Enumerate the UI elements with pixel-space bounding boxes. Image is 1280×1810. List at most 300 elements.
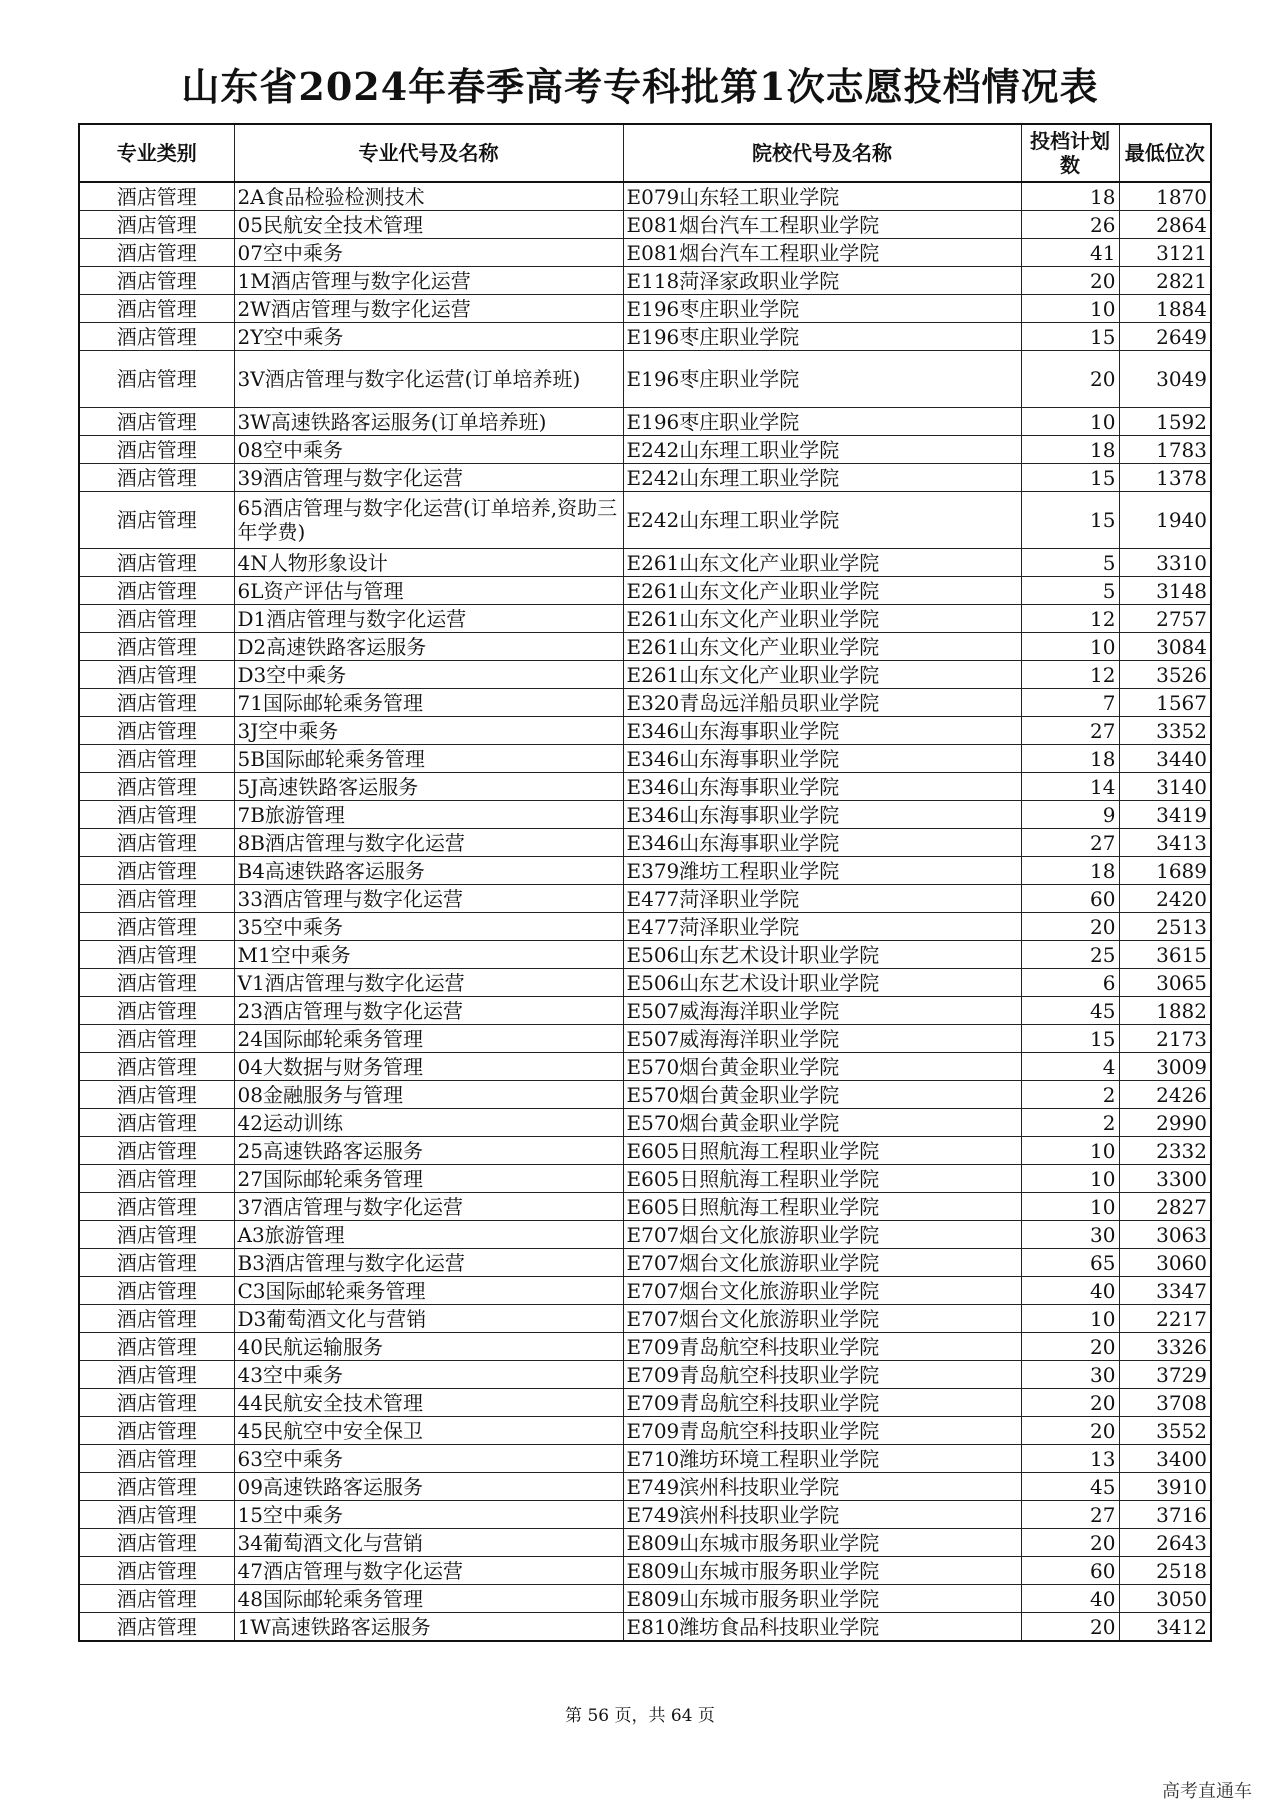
cell-rank: 2426	[1119, 1081, 1211, 1109]
table-row	[79, 1193, 1211, 1221]
cell-major: D1酒店管理与数字化运营	[234, 605, 623, 633]
cell-category: 酒店管理	[79, 1193, 234, 1221]
admission-table	[78, 123, 1212, 1642]
cell-school: E507威海海洋职业学院	[623, 997, 1021, 1025]
cell-major: 48国际邮轮乘务管理	[234, 1585, 623, 1613]
table-row	[79, 323, 1211, 351]
cell-rank: 3050	[1119, 1585, 1211, 1613]
cell-rank: 3063	[1119, 1221, 1211, 1249]
cell-plan: 12	[1021, 605, 1119, 633]
header-category: 专业类别	[79, 124, 234, 182]
cell-rank: 2821	[1119, 267, 1211, 295]
cell-category: 酒店管理	[79, 885, 234, 913]
cell-category: 酒店管理	[79, 1053, 234, 1081]
cell-plan: 15	[1021, 323, 1119, 351]
cell-major: 4N人物形象设计	[234, 549, 623, 577]
cell-category: 酒店管理	[79, 1529, 234, 1557]
table-row	[79, 717, 1211, 745]
table-row	[79, 211, 1211, 239]
cell-school: E261山东文化产业职业学院	[623, 661, 1021, 689]
cell-plan: 10	[1021, 408, 1119, 436]
cell-rank: 3412	[1119, 1613, 1211, 1642]
watermark-text: 高考直通车	[1162, 1781, 1252, 1802]
cell-major: 2Y空中乘务	[234, 323, 623, 351]
table-row	[79, 577, 1211, 605]
cell-major: 2W酒店管理与数字化运营	[234, 295, 623, 323]
cell-category: 酒店管理	[79, 745, 234, 773]
cell-rank: 3065	[1119, 969, 1211, 997]
cell-major: 05民航安全技术管理	[234, 211, 623, 239]
cell-category: 酒店管理	[79, 1417, 234, 1445]
table-row	[79, 885, 1211, 913]
table-row	[79, 969, 1211, 997]
cell-school: E346山东海事职业学院	[623, 717, 1021, 745]
cell-plan: 7	[1021, 689, 1119, 717]
cell-school: E709青岛航空科技职业学院	[623, 1389, 1021, 1417]
cell-major: 47酒店管理与数字化运营	[234, 1557, 623, 1585]
cell-rank: 1689	[1119, 857, 1211, 885]
table-row	[79, 1585, 1211, 1613]
cell-category: 酒店管理	[79, 829, 234, 857]
cell-school: E749滨州科技职业学院	[623, 1501, 1021, 1529]
table-row	[79, 829, 1211, 857]
cell-category: 酒店管理	[79, 801, 234, 829]
cell-plan: 27	[1021, 829, 1119, 857]
table-row	[79, 1445, 1211, 1473]
cell-plan: 60	[1021, 1557, 1119, 1585]
cell-major: 33酒店管理与数字化运营	[234, 885, 623, 913]
cell-rank: 3148	[1119, 577, 1211, 605]
cell-school: E261山东文化产业职业学院	[623, 633, 1021, 661]
cell-plan: 5	[1021, 577, 1119, 605]
table-row	[79, 801, 1211, 829]
cell-plan: 14	[1021, 773, 1119, 801]
cell-plan: 65	[1021, 1249, 1119, 1277]
cell-plan: 10	[1021, 633, 1119, 661]
cell-school: E707烟台文化旅游职业学院	[623, 1305, 1021, 1333]
table-row	[79, 773, 1211, 801]
cell-rank: 1592	[1119, 408, 1211, 436]
cell-plan: 45	[1021, 997, 1119, 1025]
cell-plan: 41	[1021, 239, 1119, 267]
cell-rank: 2649	[1119, 323, 1211, 351]
table-row	[79, 745, 1211, 773]
table-row	[79, 1081, 1211, 1109]
cell-rank: 3400	[1119, 1445, 1211, 1473]
cell-plan: 13	[1021, 1445, 1119, 1473]
cell-rank: 2420	[1119, 885, 1211, 913]
cell-plan: 9	[1021, 801, 1119, 829]
cell-category: 酒店管理	[79, 492, 234, 549]
cell-rank: 3526	[1119, 661, 1211, 689]
cell-school: E081烟台汽车工程职业学院	[623, 239, 1021, 267]
table-row	[79, 295, 1211, 323]
table-row	[79, 1333, 1211, 1361]
cell-category: 酒店管理	[79, 436, 234, 464]
cell-major: 09高速铁路客运服务	[234, 1473, 623, 1501]
cell-rank: 3310	[1119, 549, 1211, 577]
cell-major: 24国际邮轮乘务管理	[234, 1025, 623, 1053]
cell-rank: 1783	[1119, 436, 1211, 464]
cell-category: 酒店管理	[79, 661, 234, 689]
cell-rank: 2518	[1119, 1557, 1211, 1585]
cell-category: 酒店管理	[79, 408, 234, 436]
cell-plan: 2	[1021, 1081, 1119, 1109]
cell-rank: 2643	[1119, 1529, 1211, 1557]
cell-major: 5B国际邮轮乘务管理	[234, 745, 623, 773]
cell-plan: 20	[1021, 1389, 1119, 1417]
page-footer: 第 56 页，共 64 页	[565, 1706, 715, 1726]
cell-category: 酒店管理	[79, 913, 234, 941]
cell-category: 酒店管理	[79, 773, 234, 801]
table-row	[79, 1529, 1211, 1557]
cell-school: E809山东城市服务职业学院	[623, 1529, 1021, 1557]
cell-school: E809山东城市服务职业学院	[623, 1585, 1021, 1613]
cell-plan: 5	[1021, 549, 1119, 577]
cell-major: 8B酒店管理与数字化运营	[234, 829, 623, 857]
table-row	[79, 1557, 1211, 1585]
cell-plan: 20	[1021, 1613, 1119, 1642]
cell-school: E709青岛航空科技职业学院	[623, 1361, 1021, 1389]
cell-category: 酒店管理	[79, 1025, 234, 1053]
cell-school: E346山东海事职业学院	[623, 829, 1021, 857]
table-row	[79, 1613, 1211, 1642]
cell-school: E709青岛航空科技职业学院	[623, 1417, 1021, 1445]
header-major: 专业代号及名称	[234, 124, 623, 182]
cell-major: 43空中乘务	[234, 1361, 623, 1389]
cell-plan: 10	[1021, 1305, 1119, 1333]
cell-school: E261山东文化产业职业学院	[623, 605, 1021, 633]
cell-major: 08金融服务与管理	[234, 1081, 623, 1109]
cell-rank: 1378	[1119, 464, 1211, 492]
table-row	[79, 1249, 1211, 1277]
cell-major: 45民航空中安全保卫	[234, 1417, 623, 1445]
cell-category: 酒店管理	[79, 997, 234, 1025]
table-row	[79, 1053, 1211, 1081]
cell-school: E809山东城市服务职业学院	[623, 1557, 1021, 1585]
cell-rank: 3440	[1119, 745, 1211, 773]
table-row	[79, 1473, 1211, 1501]
cell-plan: 18	[1021, 436, 1119, 464]
table-row	[79, 1417, 1211, 1445]
cell-plan: 20	[1021, 1333, 1119, 1361]
table-row	[79, 549, 1211, 577]
cell-rank: 2513	[1119, 913, 1211, 941]
cell-rank: 3729	[1119, 1361, 1211, 1389]
cell-major: 23酒店管理与数字化运营	[234, 997, 623, 1025]
cell-major: 42运动训练	[234, 1109, 623, 1137]
cell-rank: 3419	[1119, 801, 1211, 829]
cell-plan: 40	[1021, 1277, 1119, 1305]
cell-plan: 20	[1021, 1529, 1119, 1557]
cell-category: 酒店管理	[79, 1557, 234, 1585]
cell-plan: 18	[1021, 182, 1119, 211]
cell-rank: 3352	[1119, 717, 1211, 745]
table-row	[79, 351, 1211, 408]
cell-major: 2A食品检验检测技术	[234, 182, 623, 211]
cell-category: 酒店管理	[79, 351, 234, 408]
cell-school: E346山东海事职业学院	[623, 801, 1021, 829]
cell-category: 酒店管理	[79, 1277, 234, 1305]
cell-rank: 3326	[1119, 1333, 1211, 1361]
cell-school: E605日照航海工程职业学院	[623, 1165, 1021, 1193]
header-plan: 投档计划数	[1021, 124, 1119, 182]
cell-category: 酒店管理	[79, 1585, 234, 1613]
cell-category: 酒店管理	[79, 1501, 234, 1529]
cell-school: E477菏泽职业学院	[623, 885, 1021, 913]
cell-school: E707烟台文化旅游职业学院	[623, 1221, 1021, 1249]
cell-school: E506山东艺术设计职业学院	[623, 941, 1021, 969]
cell-plan: 15	[1021, 492, 1119, 549]
cell-school: E320青岛远洋船员职业学院	[623, 689, 1021, 717]
cell-major: 6L资产评估与管理	[234, 577, 623, 605]
cell-category: 酒店管理	[79, 182, 234, 211]
table-row	[79, 997, 1211, 1025]
cell-school: E477菏泽职业学院	[623, 913, 1021, 941]
cell-category: 酒店管理	[79, 323, 234, 351]
cell-category: 酒店管理	[79, 1333, 234, 1361]
cell-major: D2高速铁路客运服务	[234, 633, 623, 661]
cell-category: 酒店管理	[79, 941, 234, 969]
cell-major: B4高速铁路客运服务	[234, 857, 623, 885]
cell-school: E709青岛航空科技职业学院	[623, 1333, 1021, 1361]
cell-major: 71国际邮轮乘务管理	[234, 689, 623, 717]
cell-plan: 4	[1021, 1053, 1119, 1081]
cell-rank: 2173	[1119, 1025, 1211, 1053]
cell-school: E570烟台黄金职业学院	[623, 1053, 1021, 1081]
cell-plan: 18	[1021, 857, 1119, 885]
cell-major: 1W高速铁路客运服务	[234, 1613, 623, 1642]
cell-major: 08空中乘务	[234, 436, 623, 464]
table-row	[79, 1109, 1211, 1137]
cell-major: 39酒店管理与数字化运营	[234, 464, 623, 492]
cell-plan: 12	[1021, 661, 1119, 689]
cell-school: E079山东轻工职业学院	[623, 182, 1021, 211]
cell-school: E605日照航海工程职业学院	[623, 1137, 1021, 1165]
cell-plan: 2	[1021, 1109, 1119, 1137]
cell-plan: 40	[1021, 1585, 1119, 1613]
cell-school: E707烟台文化旅游职业学院	[623, 1277, 1021, 1305]
cell-rank: 2332	[1119, 1137, 1211, 1165]
cell-plan: 60	[1021, 885, 1119, 913]
cell-school: E196枣庄职业学院	[623, 323, 1021, 351]
cell-category: 酒店管理	[79, 549, 234, 577]
cell-category: 酒店管理	[79, 577, 234, 605]
cell-school: E242山东理工职业学院	[623, 464, 1021, 492]
table-row	[79, 464, 1211, 492]
cell-major: 04大数据与财务管理	[234, 1053, 623, 1081]
cell-plan: 18	[1021, 745, 1119, 773]
cell-plan: 20	[1021, 913, 1119, 941]
cell-major: 34葡萄酒文化与营销	[234, 1529, 623, 1557]
cell-rank: 2990	[1119, 1109, 1211, 1137]
cell-category: 酒店管理	[79, 239, 234, 267]
cell-category: 酒店管理	[79, 1081, 234, 1109]
cell-plan: 10	[1021, 1165, 1119, 1193]
table-row	[79, 436, 1211, 464]
cell-rank: 3049	[1119, 351, 1211, 408]
cell-category: 酒店管理	[79, 1445, 234, 1473]
table-row	[79, 1389, 1211, 1417]
cell-rank: 1940	[1119, 492, 1211, 549]
cell-plan: 10	[1021, 1193, 1119, 1221]
cell-major: C3国际邮轮乘务管理	[234, 1277, 623, 1305]
cell-rank: 3060	[1119, 1249, 1211, 1277]
cell-major: 37酒店管理与数字化运营	[234, 1193, 623, 1221]
cell-rank: 3552	[1119, 1417, 1211, 1445]
cell-rank: 3084	[1119, 633, 1211, 661]
table-row	[79, 1501, 1211, 1529]
table-row	[79, 239, 1211, 267]
cell-rank: 3140	[1119, 773, 1211, 801]
cell-major: 7B旅游管理	[234, 801, 623, 829]
cell-school: E810潍坊食品科技职业学院	[623, 1613, 1021, 1642]
table-row	[79, 913, 1211, 941]
cell-school: E196枣庄职业学院	[623, 351, 1021, 408]
cell-major: D3葡萄酒文化与营销	[234, 1305, 623, 1333]
cell-rank: 2217	[1119, 1305, 1211, 1333]
cell-school: E081烟台汽车工程职业学院	[623, 211, 1021, 239]
cell-rank: 1882	[1119, 997, 1211, 1025]
cell-major: M1空中乘务	[234, 941, 623, 969]
cell-category: 酒店管理	[79, 295, 234, 323]
cell-category: 酒店管理	[79, 1361, 234, 1389]
cell-rank: 2827	[1119, 1193, 1211, 1221]
cell-school: E242山东理工职业学院	[623, 492, 1021, 549]
cell-rank: 3413	[1119, 829, 1211, 857]
cell-school: E570烟台黄金职业学院	[623, 1109, 1021, 1137]
table-row	[79, 1277, 1211, 1305]
cell-plan: 45	[1021, 1473, 1119, 1501]
table-row	[79, 689, 1211, 717]
table-row	[79, 661, 1211, 689]
cell-rank: 1567	[1119, 689, 1211, 717]
table-header-row	[79, 124, 1211, 182]
cell-school: E118菏泽家政职业学院	[623, 267, 1021, 295]
cell-category: 酒店管理	[79, 1109, 234, 1137]
cell-school: E261山东文化产业职业学院	[623, 577, 1021, 605]
cell-school: E196枣庄职业学院	[623, 408, 1021, 436]
cell-major: 35空中乘务	[234, 913, 623, 941]
cell-major: 63空中乘务	[234, 1445, 623, 1473]
table-row	[79, 1165, 1211, 1193]
cell-plan: 30	[1021, 1361, 1119, 1389]
table-row	[79, 492, 1211, 549]
cell-category: 酒店管理	[79, 689, 234, 717]
header-rank: 最低位次	[1119, 124, 1211, 182]
cell-school: E605日照航海工程职业学院	[623, 1193, 1021, 1221]
cell-rank: 3121	[1119, 239, 1211, 267]
table-row	[79, 1137, 1211, 1165]
cell-major: 07空中乘务	[234, 239, 623, 267]
cell-category: 酒店管理	[79, 1305, 234, 1333]
cell-major: V1酒店管理与数字化运营	[234, 969, 623, 997]
cell-plan: 10	[1021, 295, 1119, 323]
cell-category: 酒店管理	[79, 1613, 234, 1642]
table-row	[79, 1221, 1211, 1249]
cell-major: 15空中乘务	[234, 1501, 623, 1529]
table-row	[79, 267, 1211, 295]
cell-school: E507威海海洋职业学院	[623, 1025, 1021, 1053]
cell-school: E196枣庄职业学院	[623, 295, 1021, 323]
cell-plan: 10	[1021, 1137, 1119, 1165]
cell-plan: 30	[1021, 1221, 1119, 1249]
cell-major: 3J空中乘务	[234, 717, 623, 745]
cell-major: 5J高速铁路客运服务	[234, 773, 623, 801]
table-row	[79, 1025, 1211, 1053]
cell-plan: 6	[1021, 969, 1119, 997]
cell-major: 44民航安全技术管理	[234, 1389, 623, 1417]
cell-rank: 3708	[1119, 1389, 1211, 1417]
cell-plan: 20	[1021, 267, 1119, 295]
cell-major: 3V酒店管理与数字化运营(订单培养班)	[234, 351, 623, 408]
header-school: 院校代号及名称	[623, 124, 1021, 182]
cell-rank: 3009	[1119, 1053, 1211, 1081]
cell-category: 酒店管理	[79, 857, 234, 885]
cell-category: 酒店管理	[79, 1137, 234, 1165]
cell-major: 27国际邮轮乘务管理	[234, 1165, 623, 1193]
cell-category: 酒店管理	[79, 1249, 234, 1277]
cell-plan: 26	[1021, 211, 1119, 239]
cell-plan: 20	[1021, 1417, 1119, 1445]
cell-rank: 3716	[1119, 1501, 1211, 1529]
table-row	[79, 941, 1211, 969]
cell-major: 40民航运输服务	[234, 1333, 623, 1361]
table-row	[79, 605, 1211, 633]
table-row	[79, 1305, 1211, 1333]
cell-rank: 3300	[1119, 1165, 1211, 1193]
cell-category: 酒店管理	[79, 717, 234, 745]
table-row	[79, 857, 1211, 885]
cell-category: 酒店管理	[79, 211, 234, 239]
cell-school: E346山东海事职业学院	[623, 773, 1021, 801]
cell-school: E346山东海事职业学院	[623, 745, 1021, 773]
cell-category: 酒店管理	[79, 633, 234, 661]
cell-category: 酒店管理	[79, 464, 234, 492]
cell-school: E710潍坊环境工程职业学院	[623, 1445, 1021, 1473]
cell-major: B3酒店管理与数字化运营	[234, 1249, 623, 1277]
cell-major: 65酒店管理与数字化运营(订单培养,资助三年学费)	[234, 492, 623, 549]
cell-category: 酒店管理	[79, 1221, 234, 1249]
table-row	[79, 633, 1211, 661]
cell-plan: 25	[1021, 941, 1119, 969]
cell-rank: 2864	[1119, 211, 1211, 239]
cell-school: E707烟台文化旅游职业学院	[623, 1249, 1021, 1277]
cell-rank: 1884	[1119, 295, 1211, 323]
table-row	[79, 408, 1211, 436]
table-row	[79, 1361, 1211, 1389]
cell-plan: 20	[1021, 351, 1119, 408]
cell-category: 酒店管理	[79, 1165, 234, 1193]
cell-major: D3空中乘务	[234, 661, 623, 689]
cell-category: 酒店管理	[79, 1389, 234, 1417]
cell-rank: 2757	[1119, 605, 1211, 633]
cell-school: E242山东理工职业学院	[623, 436, 1021, 464]
cell-rank: 1870	[1119, 182, 1211, 211]
cell-rank: 3615	[1119, 941, 1211, 969]
cell-major: 1M酒店管理与数字化运营	[234, 267, 623, 295]
cell-school: E379潍坊工程职业学院	[623, 857, 1021, 885]
cell-category: 酒店管理	[79, 605, 234, 633]
cell-category: 酒店管理	[79, 267, 234, 295]
cell-category: 酒店管理	[79, 969, 234, 997]
cell-rank: 3910	[1119, 1473, 1211, 1501]
cell-plan: 15	[1021, 464, 1119, 492]
cell-plan: 27	[1021, 717, 1119, 745]
cell-plan: 27	[1021, 1501, 1119, 1529]
cell-plan: 15	[1021, 1025, 1119, 1053]
table-body	[79, 182, 1211, 1641]
